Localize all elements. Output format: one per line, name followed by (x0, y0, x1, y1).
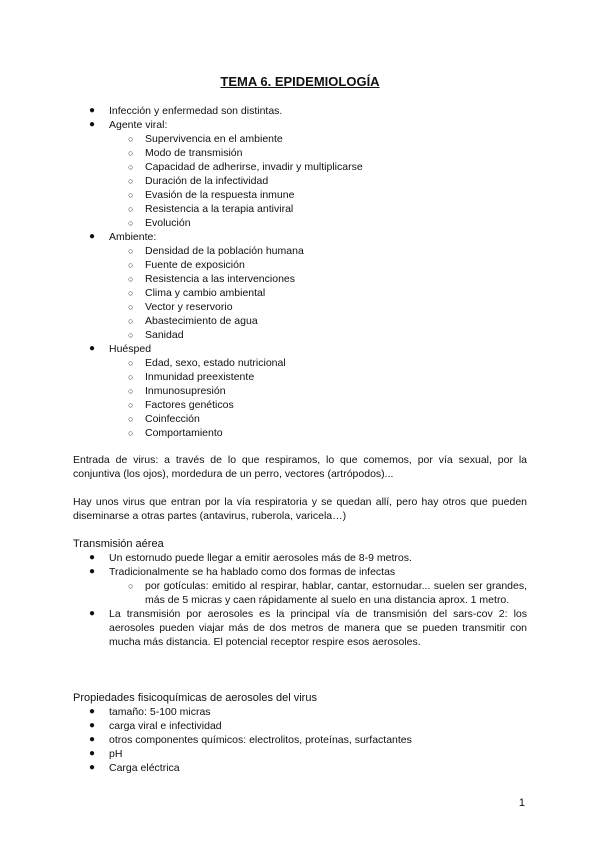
bullet-icon: ● (89, 720, 96, 731)
list-item: ● Ambiente: (89, 231, 157, 243)
sub-list-item: ○ Factores genéticos (128, 399, 234, 411)
circle-bullet-icon: ○ (128, 581, 134, 591)
bullet-icon: ● (89, 105, 96, 116)
sub-list-item: ○ Clima y cambio ambiental (128, 287, 266, 299)
sub-list-item: ○ Resistencia a las intervenciones (128, 273, 295, 285)
bullet-icon: ● (89, 608, 96, 619)
circle-bullet-icon: ○ (128, 358, 134, 368)
sub-list-item: ○ Duración de la infectividad (128, 175, 269, 187)
list-item: ● Carga eléctrica (89, 762, 180, 774)
circle-bullet-icon: ○ (128, 414, 134, 424)
circle-bullet-icon: ○ (128, 302, 134, 312)
properties-list (73, 705, 527, 775)
paragraph-virus-spread: Hay unos virus que entran por la vía respiratoria y se quedan allí, pero hay otros que pueden diseminarse a otras partes (antavirus, ruberola, varicela…) (73, 496, 527, 522)
circle-bullet-icon: ○ (128, 190, 134, 200)
sub-list-item: ○ Evolución (128, 217, 191, 229)
bullet-icon: ● (89, 706, 96, 717)
list-item: ● carga viral e infectividad (89, 720, 222, 732)
sub-list-item: ○ Inmunidad preexistente (128, 371, 255, 383)
bullet-icon: ● (89, 566, 96, 577)
list-item: ● Infección y enfermedad son distintas. (89, 105, 283, 117)
bullet-icon: ● (89, 231, 96, 242)
circle-bullet-icon: ○ (128, 176, 134, 186)
section-heading-transmission: Transmisión aérea (73, 538, 164, 550)
page-title: TEMA 6. EPIDEMIOLOGÍA (220, 74, 380, 89)
bullet-icon: ● (89, 343, 96, 354)
sub-list-item: ○ Evasión de la respuesta inmune (128, 189, 295, 201)
list-item: ● pH (89, 748, 123, 760)
sub-list-item: ○ Inmunosupresión (128, 385, 226, 397)
circle-bullet-icon: ○ (128, 274, 134, 284)
circle-bullet-icon: ○ (128, 246, 134, 256)
circle-bullet-icon: ○ (128, 204, 134, 214)
circle-bullet-icon: ○ (128, 400, 134, 410)
circle-bullet-icon: ○ (128, 386, 134, 396)
bullet-icon: ● (89, 762, 96, 773)
list-item: ● Tradicionalmente se ha hablado como dos formas de infectas (89, 566, 396, 578)
sub-list-item: ○ por gotículas: emitido al respirar, hablar, cantar, estornudar... suelen ser grandes, más de 5 micras y caen rápidamente al suelo en una distancia aprox. 1 metro. (128, 580, 527, 606)
bullet-icon: ● (89, 734, 96, 745)
sub-list-item: ○ Capacidad de adherirse, invadir y multiplicarse (128, 161, 363, 173)
section-heading-properties: Propiedades fisicoquímicas de aerosoles del virus (73, 692, 317, 704)
sub-list-item: ○ Resistencia a la terapia antiviral (128, 203, 294, 215)
circle-bullet-icon: ○ (128, 162, 134, 172)
sub-list-item: ○ Edad, sexo, estado nutricional (128, 357, 286, 369)
sub-list-item: ○ Modo de transmisión (128, 147, 243, 159)
sub-list-item: ○ Vector y reservorio (128, 301, 233, 313)
circle-bullet-icon: ○ (128, 372, 134, 382)
list-item: ● Agente viral: (89, 119, 168, 131)
sub-list-item: ○ Abastecimiento de agua (128, 315, 258, 327)
sub-list-item: ○ Comportamiento (128, 427, 223, 439)
circle-bullet-icon: ○ (128, 260, 134, 270)
sub-list-item: ○ Densidad de la población humana (128, 245, 304, 257)
list-item: ● La transmisión por aerosoles es la principal vía de transmisión del sars-cov 2: los aerosoles pueden viajar más de dos metros de manera que se pueden transmitir con mucha más distancia. El potencial receptor respire esos aerosoles. (89, 608, 527, 648)
transmission-list (73, 551, 527, 649)
bullet-icon: ● (89, 748, 96, 759)
page-number: 1 (518, 797, 525, 809)
circle-bullet-icon: ○ (128, 148, 134, 158)
bullet-icon: ● (89, 552, 96, 563)
sub-list-item: ○ Sanidad (128, 329, 184, 341)
list-item: ● Un estornudo puede llegar a emitir aerosoles más de 8-9 metros. (89, 552, 412, 564)
circle-bullet-icon: ○ (128, 316, 134, 326)
circle-bullet-icon: ○ (128, 330, 134, 340)
sub-list-item: ○ Coinfección (128, 413, 200, 425)
factors-list (73, 104, 527, 440)
list-item: ● Huésped (89, 343, 152, 355)
circle-bullet-icon: ○ (128, 288, 134, 298)
sub-list-item: ○ Supervivencia en el ambiente (128, 133, 283, 145)
list-item: ● otros componentes químicos: electrolitos, proteínas, surfactantes (89, 734, 412, 746)
circle-bullet-icon: ○ (128, 428, 134, 438)
circle-bullet-icon: ○ (128, 218, 134, 228)
bullet-icon: ● (89, 119, 96, 130)
list-item: ● tamaño: 5-100 micras (89, 706, 211, 718)
sub-list-item: ○ Fuente de exposición (128, 259, 245, 271)
paragraph-virus-entry: Entrada de virus: a través de lo que respiramos, lo que comemos, por vía sexual, por la conjuntiva (los ojos), mordedura de un perro, vectores (artrópodos)... (73, 454, 527, 480)
circle-bullet-icon: ○ (128, 134, 134, 144)
